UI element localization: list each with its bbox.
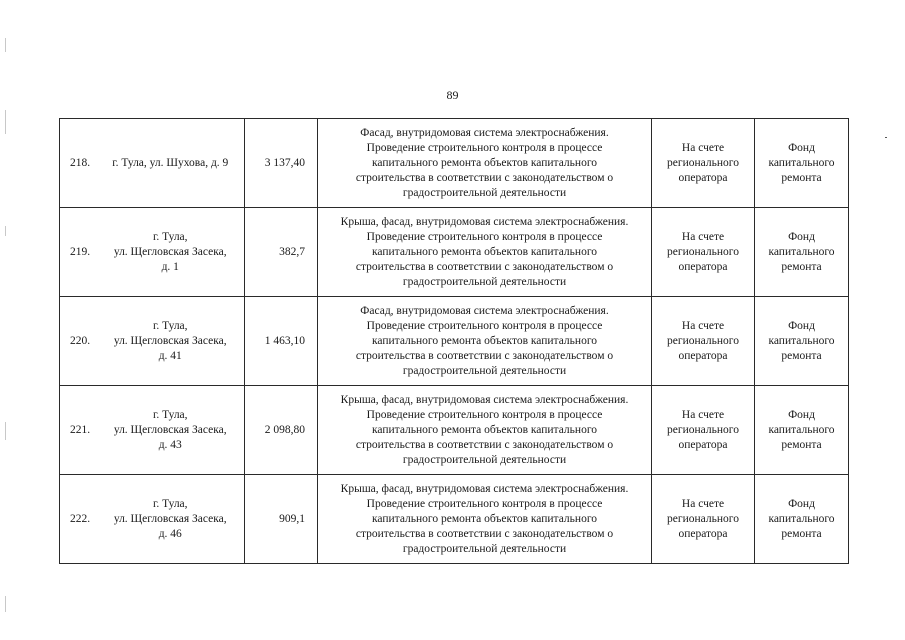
works-description-line: строительства в соответствии с законодательством о bbox=[355, 349, 614, 362]
works-description-line: Фасад, внутридомовая система электроснабжения. bbox=[360, 304, 609, 317]
address-cell bbox=[97, 475, 245, 564]
address-line: г. Тула, bbox=[152, 497, 188, 510]
works-description-cell bbox=[318, 475, 652, 564]
area-cell: 1 463,10 bbox=[245, 297, 318, 386]
table-row bbox=[60, 119, 849, 208]
account-line: На счете bbox=[681, 141, 725, 154]
account-line: оператора bbox=[678, 171, 728, 184]
works-description-line: Проведение строительного контроля в процессе bbox=[366, 408, 603, 421]
row-number-cell: 219. bbox=[60, 208, 97, 297]
works-description-line: градостроительной деятельности bbox=[402, 542, 567, 555]
works-description-line: капитального ремонта объектов капитального bbox=[371, 334, 597, 347]
address-cell bbox=[97, 386, 245, 475]
area-cell: 2 098,80 bbox=[245, 386, 318, 475]
address-line: д. 1 bbox=[161, 260, 179, 273]
funding-source-line: ремонта bbox=[781, 260, 822, 273]
account-line: На счете bbox=[681, 230, 725, 243]
works-description-line: капитального ремонта объектов капитального bbox=[371, 512, 597, 525]
account-line: оператора bbox=[678, 260, 728, 273]
funding-source-cell bbox=[755, 297, 849, 386]
account-line: оператора bbox=[678, 527, 728, 540]
funding-source-cell bbox=[755, 475, 849, 564]
address-line: г. Тула, bbox=[152, 408, 188, 421]
funding-source-cell bbox=[755, 208, 849, 297]
table-row bbox=[60, 386, 849, 475]
works-description-line: Крыша, фасад, внутридомовая система электроснабжения. bbox=[340, 482, 629, 495]
address-line: г. Тула, bbox=[152, 319, 188, 332]
address-cell bbox=[97, 297, 245, 386]
works-description-line: градостроительной деятельности bbox=[402, 186, 567, 199]
scan-margin-mark bbox=[885, 137, 887, 138]
funding-source-line: Фонд bbox=[788, 497, 815, 510]
account-line: регионального bbox=[667, 334, 739, 347]
works-description-line: капитального ремонта объектов капитального bbox=[371, 245, 597, 258]
table-body bbox=[60, 119, 849, 564]
works-description-line: Проведение строительного контроля в процессе bbox=[366, 230, 603, 243]
address-line: ул. Щегловская Засека, bbox=[113, 423, 227, 436]
address-cell bbox=[97, 119, 245, 208]
scan-margin-mark bbox=[5, 110, 6, 134]
address-line: д. 43 bbox=[158, 438, 182, 451]
works-description-cell bbox=[318, 119, 652, 208]
area-cell: 382,7 bbox=[245, 208, 318, 297]
row-number-cell: 221. bbox=[60, 386, 97, 475]
account-line: На счете bbox=[681, 319, 725, 332]
row-number-cell: 220. bbox=[60, 297, 97, 386]
works-description-line: Проведение строительного контроля в процессе bbox=[366, 497, 603, 510]
account-cell bbox=[652, 297, 755, 386]
funding-source-cell bbox=[755, 386, 849, 475]
account-cell bbox=[652, 475, 755, 564]
works-description-line: строительства в соответствии с законодательством о bbox=[355, 527, 614, 540]
scan-margin-mark bbox=[5, 596, 6, 612]
area-cell: 909,1 bbox=[245, 475, 318, 564]
works-description-line: Фасад, внутридомовая система электроснабжения. bbox=[360, 126, 609, 139]
address-line: ул. Щегловская Засека, bbox=[113, 512, 227, 525]
funding-source-line: капитального bbox=[768, 512, 835, 525]
works-description-cell bbox=[318, 386, 652, 475]
works-description-line: градостроительной деятельности bbox=[402, 453, 567, 466]
scan-margin-mark bbox=[5, 38, 6, 52]
works-description-line: Крыша, фасад, внутридомовая система электроснабжения. bbox=[340, 393, 629, 406]
funding-source-line: ремонта bbox=[781, 171, 822, 184]
account-line: На счете bbox=[681, 408, 725, 421]
funding-source-line: Фонд bbox=[788, 141, 815, 154]
funding-source-cell bbox=[755, 119, 849, 208]
address-line: д. 41 bbox=[158, 349, 182, 362]
account-line: регионального bbox=[667, 512, 739, 525]
address-cell bbox=[97, 208, 245, 297]
funding-source-line: ремонта bbox=[781, 349, 822, 362]
works-description-line: капитального ремонта объектов капитального bbox=[371, 156, 597, 169]
address-line: д. 46 bbox=[158, 527, 182, 540]
funding-source-line: капитального bbox=[768, 245, 835, 258]
works-description-cell bbox=[318, 297, 652, 386]
address-line: ул. Щегловская Засека, bbox=[113, 245, 227, 258]
account-line: оператора bbox=[678, 438, 728, 451]
account-line: На счете bbox=[681, 497, 725, 510]
funding-source-line: Фонд bbox=[788, 408, 815, 421]
row-number-cell: 222. bbox=[60, 475, 97, 564]
address-line: г. Тула, ул. Шухова, д. 9 bbox=[112, 156, 229, 169]
funding-source-line: капитального bbox=[768, 334, 835, 347]
account-line: оператора bbox=[678, 349, 728, 362]
funding-source-line: Фонд bbox=[788, 230, 815, 243]
address-line: г. Тула, bbox=[152, 230, 188, 243]
area-cell: 3 137,40 bbox=[245, 119, 318, 208]
account-line: регионального bbox=[667, 156, 739, 169]
works-description-line: Проведение строительного контроля в процессе bbox=[366, 319, 603, 332]
account-cell bbox=[652, 208, 755, 297]
table-row bbox=[60, 208, 849, 297]
funding-source-line: ремонта bbox=[781, 438, 822, 451]
table-row bbox=[60, 475, 849, 564]
table-row bbox=[60, 297, 849, 386]
account-line: регионального bbox=[667, 245, 739, 258]
account-line: регионального bbox=[667, 423, 739, 436]
works-description-line: Проведение строительного контроля в процессе bbox=[366, 141, 603, 154]
works-description-cell bbox=[318, 208, 652, 297]
funding-source-line: Фонд bbox=[788, 319, 815, 332]
works-description-line: строительства в соответствии с законодательством о bbox=[355, 171, 614, 184]
address-line: ул. Щегловская Засека, bbox=[113, 334, 227, 347]
repair-works-table bbox=[59, 118, 849, 564]
works-description-line: Крыша, фасад, внутридомовая система электроснабжения. bbox=[340, 215, 629, 228]
works-description-line: строительства в соответствии с законодательством о bbox=[355, 260, 614, 273]
works-description-line: градостроительной деятельности bbox=[402, 364, 567, 377]
works-description-line: капитального ремонта объектов капитального bbox=[371, 423, 597, 436]
funding-source-line: капитального bbox=[768, 423, 835, 436]
funding-source-line: ремонта bbox=[781, 527, 822, 540]
funding-source-line: капитального bbox=[768, 156, 835, 169]
page-number: 89 bbox=[446, 88, 459, 102]
scan-margin-mark bbox=[5, 226, 6, 236]
works-description-line: градостроительной деятельности bbox=[402, 275, 567, 288]
works-description-line: строительства в соответствии с законодательством о bbox=[355, 438, 614, 451]
row-number-cell: 218. bbox=[60, 119, 97, 208]
account-cell bbox=[652, 119, 755, 208]
scan-margin-mark bbox=[5, 422, 6, 440]
account-cell bbox=[652, 386, 755, 475]
